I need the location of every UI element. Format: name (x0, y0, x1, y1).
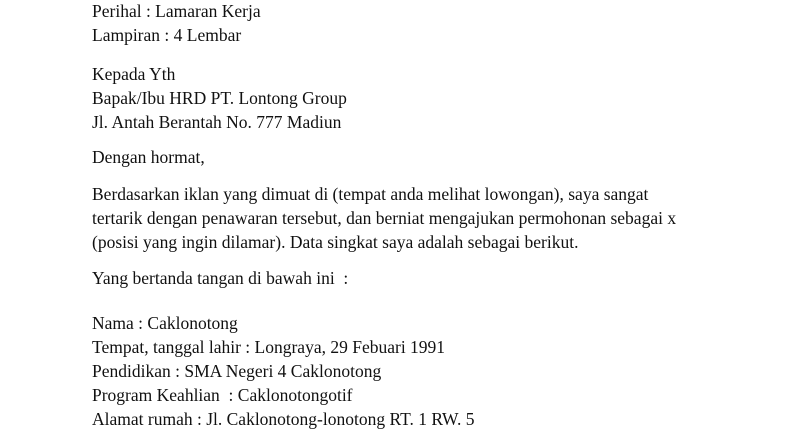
body-line: (posisi yang ingin dilamar). Data singkat saya adalah sebagai berikut. (92, 232, 579, 252)
detail-address: Alamat rumah : Jl. Caklonotong-lonotong RT. 1 RW. 5 (92, 409, 475, 429)
intro-block (92, 266, 792, 290)
recipient-name: Bapak/Ibu HRD PT. Lontong Group (92, 88, 347, 108)
detail-name: Nama : Caklonotong (92, 313, 238, 333)
detail-education: Pendidikan : SMA Negeri 4 Caklonotong (92, 361, 382, 381)
attachment-line: Lampiran : 4 Lembar (92, 25, 242, 45)
details-block (92, 311, 792, 431)
detail-program: Program Keahlian : Caklonotongotif (92, 385, 353, 405)
salutation-block (92, 145, 792, 169)
intro-text: Yang bertanda tangan di bawah ini : (92, 268, 349, 288)
subject-block (92, 0, 792, 47)
recipient-block (92, 62, 792, 134)
subject-line: Perihal : Lamaran Kerja (92, 1, 261, 21)
body-line: tertarik dengan penawaran tersebut, dan berniat mengajukan permohonan sebagai x (92, 208, 677, 228)
recipient-greeting: Kepada Yth (92, 64, 176, 84)
body-line: Berdasarkan iklan yang dimuat di (tempat anda melihat lowongan), saya sangat (92, 184, 649, 204)
salutation-text: Dengan hormat, (92, 147, 205, 167)
recipient-address: Jl. Antah Berantah No. 777 Madiun (92, 112, 342, 132)
body-paragraph (92, 182, 792, 254)
detail-birth: Tempat, tanggal lahir : Longraya, 29 Febuari 1991 (92, 337, 446, 357)
